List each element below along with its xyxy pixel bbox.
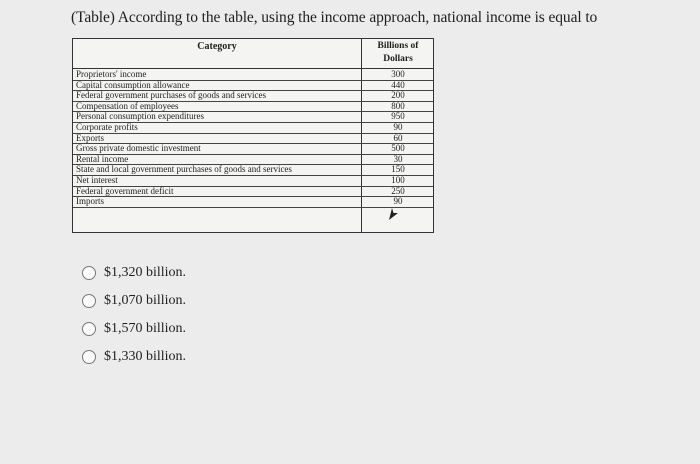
row-category: Personal consumption expenditures xyxy=(76,111,204,122)
row-value: 100 xyxy=(391,175,405,185)
answer-label: $1,330 billion. xyxy=(104,349,187,364)
row-category: State and local government purchases of goods and services xyxy=(76,164,292,175)
row-value: 800 xyxy=(391,100,405,111)
row-value: 90 xyxy=(393,196,403,207)
row-value: 150 xyxy=(391,164,405,175)
row-value: 250 xyxy=(391,185,405,196)
row-category: Proprietors' income xyxy=(76,69,147,79)
answer-label: $1,070 billion. xyxy=(104,293,187,308)
row-category: Exports xyxy=(76,132,104,143)
radio-button[interactable] xyxy=(82,266,96,280)
mouse-pointer-icon xyxy=(387,207,399,221)
row-value: 90 xyxy=(393,122,403,132)
row-category: Federal government purchases of goods and services xyxy=(76,90,266,101)
header-category: Category xyxy=(197,41,237,52)
radio-button[interactable] xyxy=(82,294,96,308)
row-value: 30 xyxy=(393,153,403,164)
table-row xyxy=(73,196,433,208)
answer-option-2[interactable] xyxy=(82,287,186,315)
header-billions-line1: Billions of xyxy=(377,41,419,51)
row-category: Net interest xyxy=(76,175,118,185)
answer-option-4[interactable] xyxy=(82,343,186,371)
row-category: Rental income xyxy=(76,153,129,164)
header-billions xyxy=(362,40,434,66)
question-text: (Table) According to the table, using the income approach, national income is equal to xyxy=(71,9,598,26)
header-billions-line2: Dollars xyxy=(383,54,413,64)
row-category: Compensation of employees xyxy=(76,100,179,111)
row-value: 300 xyxy=(391,69,405,79)
row-category: Gross private domestic investment xyxy=(76,143,201,154)
row-category: Capital consumption allowance xyxy=(76,79,190,90)
income-table xyxy=(72,38,434,233)
row-category: Imports xyxy=(76,196,104,207)
row-value: 60 xyxy=(393,132,403,143)
answer-options xyxy=(82,259,186,371)
answer-label: $1,570 billion. xyxy=(104,321,187,336)
row-category: Corporate profits xyxy=(76,122,138,132)
answer-label: $1,320 billion. xyxy=(104,265,187,280)
row-value: 500 xyxy=(391,143,405,154)
row-value: 440 xyxy=(391,79,405,90)
row-value: 200 xyxy=(391,90,405,101)
row-category: Federal government deficit xyxy=(76,185,174,196)
answer-option-3[interactable] xyxy=(82,315,186,343)
row-value: 950 xyxy=(391,111,405,122)
radio-button[interactable] xyxy=(82,322,96,336)
radio-button[interactable] xyxy=(82,350,96,364)
answer-option-1[interactable] xyxy=(82,259,186,287)
